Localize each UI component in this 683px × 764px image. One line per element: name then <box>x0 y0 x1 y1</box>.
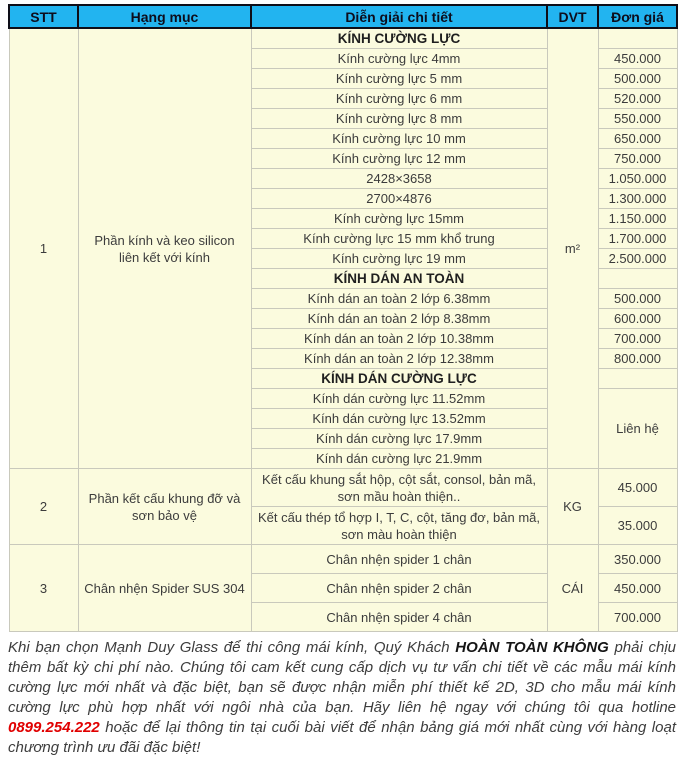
price-cell: 35.000 <box>598 507 677 545</box>
price-table-body <box>9 28 677 632</box>
col-header-dvt: DVT <box>547 5 598 28</box>
footer-note <box>8 638 676 758</box>
price-cell: 1.050.000 <box>598 169 677 189</box>
price-cell: 450.000 <box>598 574 677 603</box>
hotline-number: 0899.254.222 <box>8 719 100 736</box>
table-row <box>9 545 677 574</box>
detail-cell: Kính cường lực 12 mm <box>251 149 547 169</box>
footer-emphasis: HOÀN TOÀN KHÔNG <box>455 639 609 656</box>
detail-cell: Kết cấu khung sắt hộp, cột sắt, consol, bản mã, sơn mầu hoàn thiện.. <box>251 469 547 507</box>
price-cell <box>598 269 677 289</box>
detail-cell: Kính dán cường lực 11.52mm <box>251 389 547 409</box>
detail-cell: Kính dán an toàn 2 lớp 8.38mm <box>251 309 547 329</box>
stt-cell: 3 <box>9 545 78 632</box>
table-row <box>9 28 677 49</box>
detail-cell: Kính cường lực 6 mm <box>251 89 547 109</box>
detail-cell: Chân nhện spider 2 chân <box>251 574 547 603</box>
detail-cell: 2428×3658 <box>251 169 547 189</box>
detail-subheader-cell: KÍNH CƯỜNG LỰC <box>251 28 547 49</box>
detail-cell: Kính dán cường lực 13.52mm <box>251 409 547 429</box>
price-cell: 450.000 <box>598 49 677 69</box>
table-row <box>9 469 677 507</box>
footer-text: hoặc để lại thông tin tại cuối bài viết để nhận bảng giá mới nhất cùng với hàng loạt chương trình ưu đãi đặc biệt! <box>8 719 676 756</box>
detail-cell: Kính cường lực 5 mm <box>251 69 547 89</box>
price-cell: 700.000 <box>598 603 677 632</box>
price-cell: 500.000 <box>598 289 677 309</box>
category-cell: Chân nhện Spider SUS 304 <box>78 545 251 632</box>
category-cell: Phần kết cấu khung đỡ và sơn bảo vệ <box>78 469 251 545</box>
col-header-don-gia: Đơn giá <box>598 5 677 28</box>
col-header-dien-giai-chi-tiet: Diễn giải chi tiết <box>251 5 547 28</box>
detail-cell: Kết cấu thép tổ hợp I, T, C, cột, tăng đơ, bản mã, sơn màu hoàn thiện <box>251 507 547 545</box>
detail-subheader-cell: KÍNH DÁN CƯỜNG LỰC <box>251 369 547 389</box>
price-cell: 2.500.000 <box>598 249 677 269</box>
category-cell: Phần kính và keo silicon liên kết với kính <box>78 28 251 469</box>
price-cell: 1.150.000 <box>598 209 677 229</box>
detail-cell: Kính dán an toàn 2 lớp 10.38mm <box>251 329 547 349</box>
col-header-stt: STT <box>9 5 78 28</box>
detail-cell: 2700×4876 <box>251 189 547 209</box>
detail-cell: Chân nhện spider 4 chân <box>251 603 547 632</box>
price-cell: 600.000 <box>598 309 677 329</box>
unit-cell: CÁI <box>547 545 598 632</box>
detail-cell: Kính dán cường lực 17.9mm <box>251 429 547 449</box>
col-header-hang-muc: Hạng mục <box>78 5 251 28</box>
price-cell: 650.000 <box>598 129 677 149</box>
table-header-row <box>9 5 677 28</box>
stt-cell: 2 <box>9 469 78 545</box>
detail-cell: Kính cường lực 10 mm <box>251 129 547 149</box>
price-cell: 750.000 <box>598 149 677 169</box>
price-cell <box>598 28 677 49</box>
detail-cell: Chân nhện spider 1 chân <box>251 545 547 574</box>
price-cell: 350.000 <box>598 545 677 574</box>
unit-cell: m² <box>547 28 598 469</box>
price-cell: 700.000 <box>598 329 677 349</box>
price-cell: 800.000 <box>598 349 677 369</box>
price-cell: 520.000 <box>598 89 677 109</box>
price-cell: 550.000 <box>598 109 677 129</box>
detail-cell: Kính cường lực 8 mm <box>251 109 547 129</box>
detail-cell: Kính cường lực 15 mm khổ trung <box>251 229 547 249</box>
stt-cell: 1 <box>9 28 78 469</box>
detail-subheader-cell: KÍNH DÁN AN TOÀN <box>251 269 547 289</box>
detail-cell: Kính dán cường lực 21.9mm <box>251 449 547 469</box>
unit-cell: KG <box>547 469 598 545</box>
detail-cell: Kính cường lực 19 mm <box>251 249 547 269</box>
price-cell: 1.300.000 <box>598 189 677 209</box>
price-cell: 45.000 <box>598 469 677 507</box>
detail-cell: Kính dán an toàn 2 lớp 12.38mm <box>251 349 547 369</box>
price-cell: Liên hệ <box>598 389 677 469</box>
footer-text: phải chịu thêm bất kỳ chi phí nào. Chúng tôi cam kết cung cấp dịch vụ tư vấn chi tiết về các mẫu mái kính cường lực mới nhất và đặc biệt, bạn sẽ được nhận miễn phí thiết kế 2D, 3D cho mẫu mái kính cường lực phù hợp nhất với ngôi nhà của bạn. Hãy liên hệ ngay với chúng tôi qua hotline <box>8 639 677 716</box>
detail-cell: Kính cường lực 15mm <box>251 209 547 229</box>
detail-cell: Kính cường lực 4mm <box>251 49 547 69</box>
price-cell: 500.000 <box>598 69 677 89</box>
footer-text: Khi bạn chọn Mạnh Duy Glass để thi công mái kính, Quý Khách <box>8 639 456 656</box>
detail-cell: Kính dán an toàn 2 lớp 6.38mm <box>251 289 547 309</box>
price-cell <box>598 369 677 389</box>
price-cell: 1.700.000 <box>598 229 677 249</box>
price-table <box>8 4 678 632</box>
